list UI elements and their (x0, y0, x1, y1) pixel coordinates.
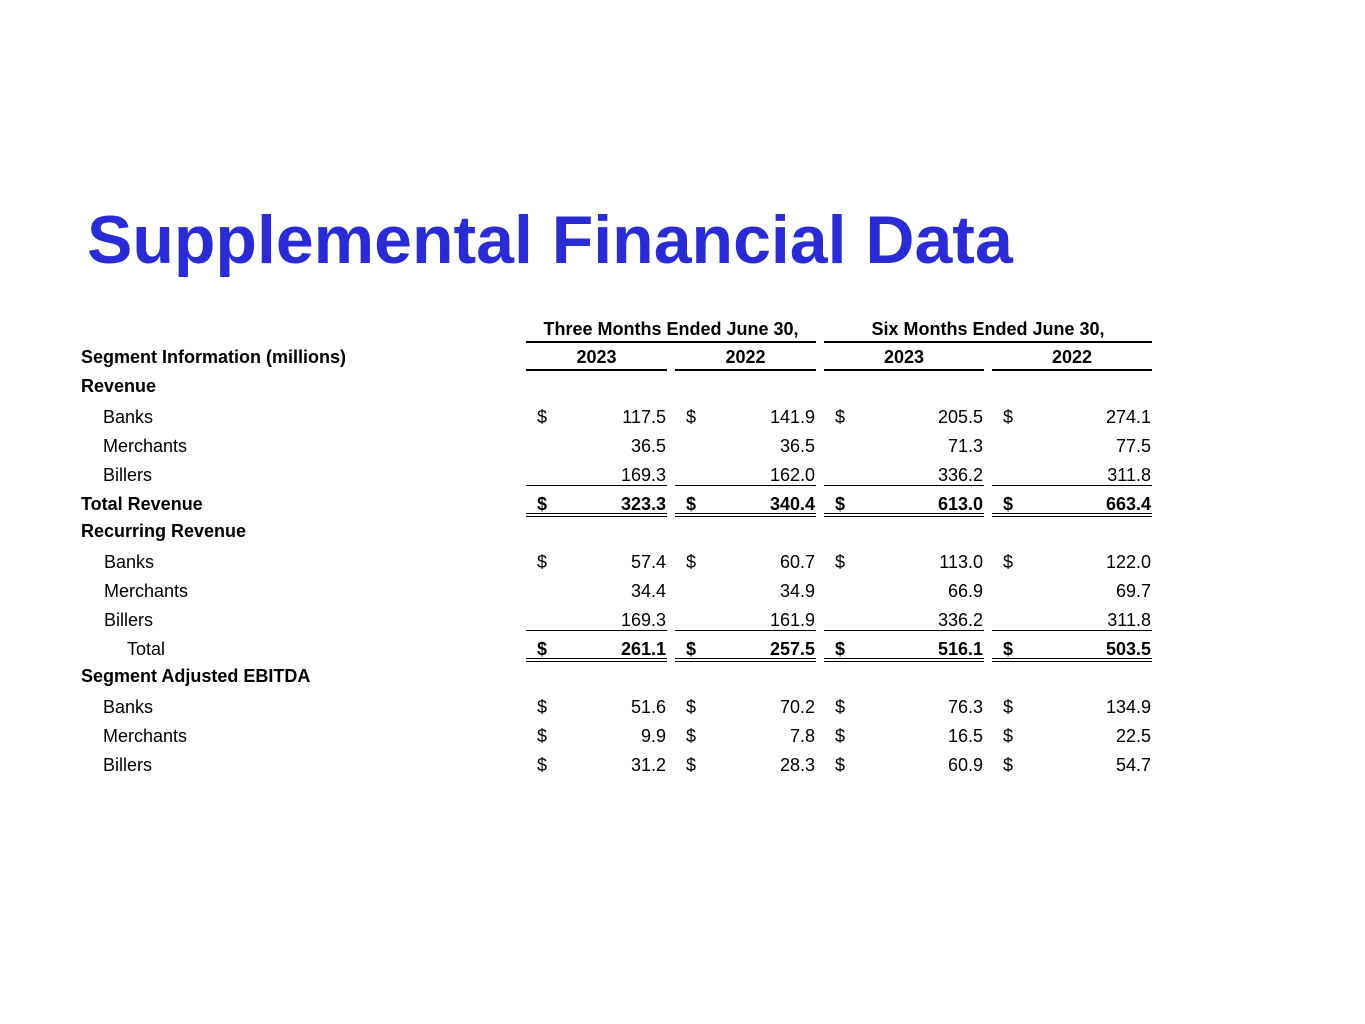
total-value: 663.4 (1105, 494, 1151, 514)
total-value: 323.3 (620, 494, 666, 514)
currency-symbol: $ (537, 755, 548, 775)
total-double-rule (992, 513, 1152, 514)
cell-value: 336.2 (937, 465, 983, 485)
total-value: 261.1 (620, 639, 666, 659)
currency-symbol: $ (1003, 726, 1014, 746)
year-header-rule (526, 369, 667, 371)
year-header-rule (824, 369, 984, 371)
period-header: Three Months Ended June 30, (543, 319, 799, 339)
cell-value: 60.9 (947, 755, 983, 775)
year-header: 2023 (576, 347, 617, 367)
cell-value: 28.3 (779, 755, 815, 775)
currency-symbol: $ (835, 639, 846, 659)
currency-symbol: $ (686, 552, 697, 572)
total-double-rule (526, 661, 667, 662)
subtotal-rule (526, 630, 667, 631)
cell-value: 70.2 (779, 697, 815, 717)
currency-symbol: $ (686, 726, 697, 746)
subtotal-rule (675, 630, 816, 631)
currency-symbol: $ (835, 755, 846, 775)
total-double-rule (992, 658, 1152, 659)
currency-symbol: $ (1003, 755, 1014, 775)
currency-symbol: $ (686, 407, 697, 427)
year-header: 2022 (1051, 347, 1093, 367)
total-value: 257.5 (769, 639, 815, 659)
period-header-rule (526, 341, 816, 343)
currency-symbol: $ (1003, 639, 1014, 659)
cell-value: 54.7 (1115, 755, 1151, 775)
currency-symbol: $ (537, 726, 548, 746)
cell-value: 34.4 (630, 581, 666, 601)
year-header-rule (992, 369, 1152, 371)
cell-value: 169.3 (620, 465, 666, 485)
subtotal-rule (992, 485, 1152, 486)
cell-value: 31.2 (630, 755, 666, 775)
row-label: Banks (103, 407, 154, 427)
cell-value: 76.3 (947, 697, 983, 717)
cell-value: 336.2 (937, 610, 983, 630)
slide-title: Supplemental Financial Data (87, 202, 1013, 278)
currency-symbol: $ (835, 552, 846, 572)
period-header-rule (824, 341, 1152, 343)
total-label: Total Revenue (81, 494, 203, 514)
cell-value: 113.0 (939, 552, 983, 572)
currency-symbol: $ (1003, 697, 1014, 717)
currency-symbol: $ (537, 407, 548, 427)
cell-value: 274.1 (1105, 407, 1151, 427)
currency-symbol: $ (1003, 407, 1014, 427)
total-double-rule (675, 516, 816, 517)
total-double-rule (992, 661, 1152, 662)
cell-value: 162.0 (769, 465, 815, 485)
currency-symbol: $ (537, 697, 548, 717)
currency-symbol: $ (686, 697, 697, 717)
cell-value: 169.3 (620, 610, 666, 630)
total-value: 516.1 (937, 639, 983, 659)
currency-symbol: $ (1003, 494, 1014, 514)
total-value: 613.0 (937, 494, 983, 514)
total-value: 340.4 (769, 494, 815, 514)
row-label: Banks (103, 697, 154, 717)
subtotal-rule (992, 630, 1152, 631)
cell-value: 22.5 (1115, 726, 1151, 746)
cell-value: 16.5 (947, 726, 983, 746)
cell-value: 161.9 (769, 610, 815, 630)
cell-value: 36.5 (779, 436, 815, 456)
section-heading: Segment Adjusted EBITDA (81, 666, 311, 686)
cell-value: 134.9 (1105, 697, 1151, 717)
year-header-rule (675, 369, 816, 371)
currency-symbol: $ (1003, 552, 1014, 572)
cell-value: 205.5 (937, 407, 983, 427)
row-label: Banks (104, 552, 155, 572)
year-header: 2022 (725, 347, 766, 367)
section-heading: Revenue (81, 376, 157, 396)
cell-value: 36.5 (630, 436, 666, 456)
currency-symbol: $ (835, 697, 846, 717)
currency-symbol: $ (537, 552, 548, 572)
row-label: Merchants (103, 726, 188, 746)
total-double-rule (824, 661, 984, 662)
cell-value: 9.9 (640, 726, 666, 746)
subtotal-rule (824, 630, 984, 631)
total-value: 503.5 (1105, 639, 1151, 659)
currency-symbol: $ (686, 755, 697, 775)
row-header: Segment Information (millions) (81, 347, 347, 367)
cell-value: 60.7 (779, 552, 815, 572)
cell-value: 57.4 (630, 552, 666, 572)
period-header: Six Months Ended June 30, (871, 319, 1105, 339)
cell-value: 141.9 (769, 407, 815, 427)
subtotal-rule (526, 485, 667, 486)
cell-value: 71.3 (947, 436, 983, 456)
row-label: Merchants (104, 581, 189, 601)
currency-symbol: $ (537, 494, 548, 514)
cell-value: 117.5 (622, 407, 666, 427)
subtotal-rule (675, 485, 816, 486)
currency-symbol: $ (686, 494, 697, 514)
currency-symbol: $ (686, 639, 697, 659)
total-label: Total (127, 639, 166, 659)
row-label: Merchants (103, 436, 188, 456)
total-double-rule (526, 516, 667, 517)
currency-symbol: $ (537, 639, 548, 659)
cell-value: 51.6 (630, 697, 666, 717)
row-label: Billers (103, 755, 153, 775)
row-label: Billers (104, 610, 154, 630)
currency-symbol: $ (835, 726, 846, 746)
total-double-rule (992, 516, 1152, 517)
year-header: 2023 (883, 347, 925, 367)
cell-value: 77.5 (1115, 436, 1151, 456)
cell-value: 34.9 (779, 581, 815, 601)
cell-value: 7.8 (789, 726, 815, 746)
cell-value: 69.7 (1115, 581, 1151, 601)
cell-value: 311.8 (1107, 610, 1151, 630)
cell-value: 311.8 (1107, 465, 1151, 485)
total-double-rule (824, 516, 984, 517)
cell-value: 66.9 (947, 581, 983, 601)
section-heading: Recurring Revenue (81, 521, 247, 541)
cell-value: 122.0 (1105, 552, 1151, 572)
total-double-rule (675, 661, 816, 662)
currency-symbol: $ (835, 494, 846, 514)
row-label: Billers (103, 465, 153, 485)
subtotal-rule (824, 485, 984, 486)
currency-symbol: $ (835, 407, 846, 427)
